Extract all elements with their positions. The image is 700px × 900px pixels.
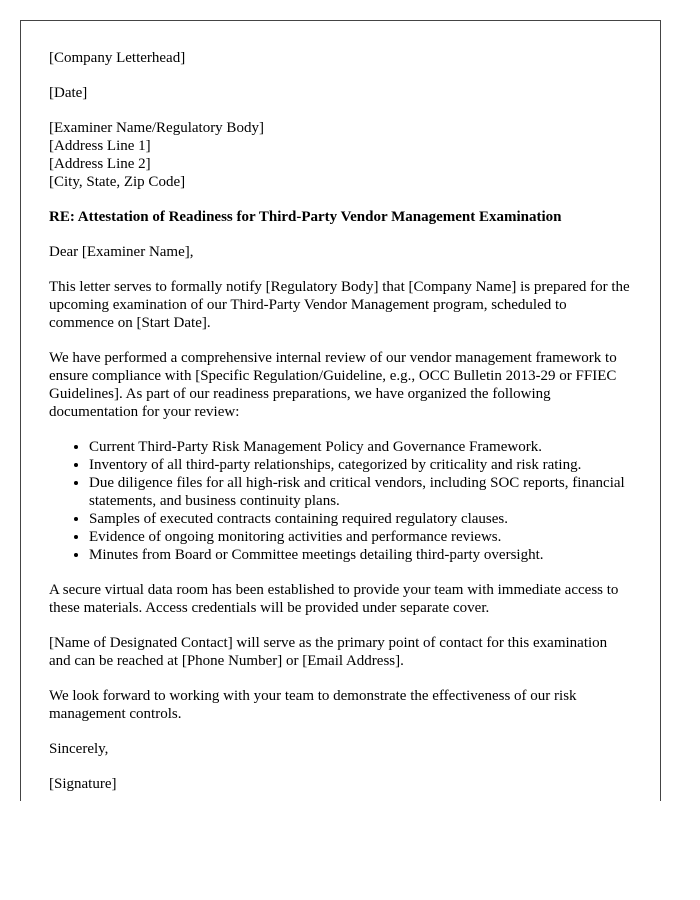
body-paragraph: We have performed a comprehensive internal review of our vendor management framework to ensure compliance with [Specific Regulation/Guideline, e.g., OCC Bulletin 2013-29 or FFIEC Guidelines]. As part of our readiness preparations, we have organized the following documentation for your review: — [49, 350, 617, 420]
list-item: • Current Third-Party Risk Management Policy and Governance Framework. — [89, 438, 632, 456]
address-line: [Examiner Name/Regulatory Body] — [49, 120, 264, 136]
address-line: [Address Line 2] — [49, 156, 151, 172]
body-paragraph: This letter serves to formally notify [Regulatory Body] that [Company Name] is prepared for the upcoming examination of our Third-Party Vendor Management program, scheduled to commence on [Start Date]. — [49, 279, 630, 331]
list-item: • Inventory of all third-party relationships, categorized by criticality and risk rating. — [89, 456, 632, 474]
body-paragraph: A secure virtual data room has been established to provide your team with immediate access to these materials. Access credentials will be provided under separate cover. — [49, 582, 619, 616]
salutation: Dear [Examiner Name], — [49, 244, 194, 260]
list-item: • Samples of executed contracts containing required regulatory clauses. — [89, 510, 632, 528]
signature: [Signature] — [49, 776, 117, 792]
letter-page — [20, 20, 661, 801]
body-paragraph: [Name of Designated Contact] will serve as the primary point of contact for this examination and can be reached at [Phone Number] or [Email Address]. — [49, 635, 608, 669]
company-letterhead: [Company Letterhead] — [49, 50, 186, 66]
list-item: • Evidence of ongoing monitoring activities and performance reviews. — [89, 528, 632, 546]
recipient-address — [49, 119, 632, 191]
address-line: [Address Line 1] — [49, 138, 151, 154]
address-line: [City, State, Zip Code] — [49, 174, 186, 190]
list-item: • Due diligence files for all high-risk and critical vendors, including SOC reports, financial statements, and business continuity plans. — [89, 474, 632, 510]
body-paragraph: We look forward to working with your team to demonstrate the effectiveness of our risk management controls. — [49, 688, 577, 722]
list-item: • Minutes from Board or Committee meetings detailing third-party oversight. — [89, 546, 632, 564]
documentation-list — [49, 438, 632, 564]
subject-line: RE: Attestation of Readiness for Third-Party Vendor Management Examination — [49, 209, 562, 225]
letter-date: [Date] — [49, 85, 88, 101]
signoff: Sincerely, — [49, 741, 109, 757]
